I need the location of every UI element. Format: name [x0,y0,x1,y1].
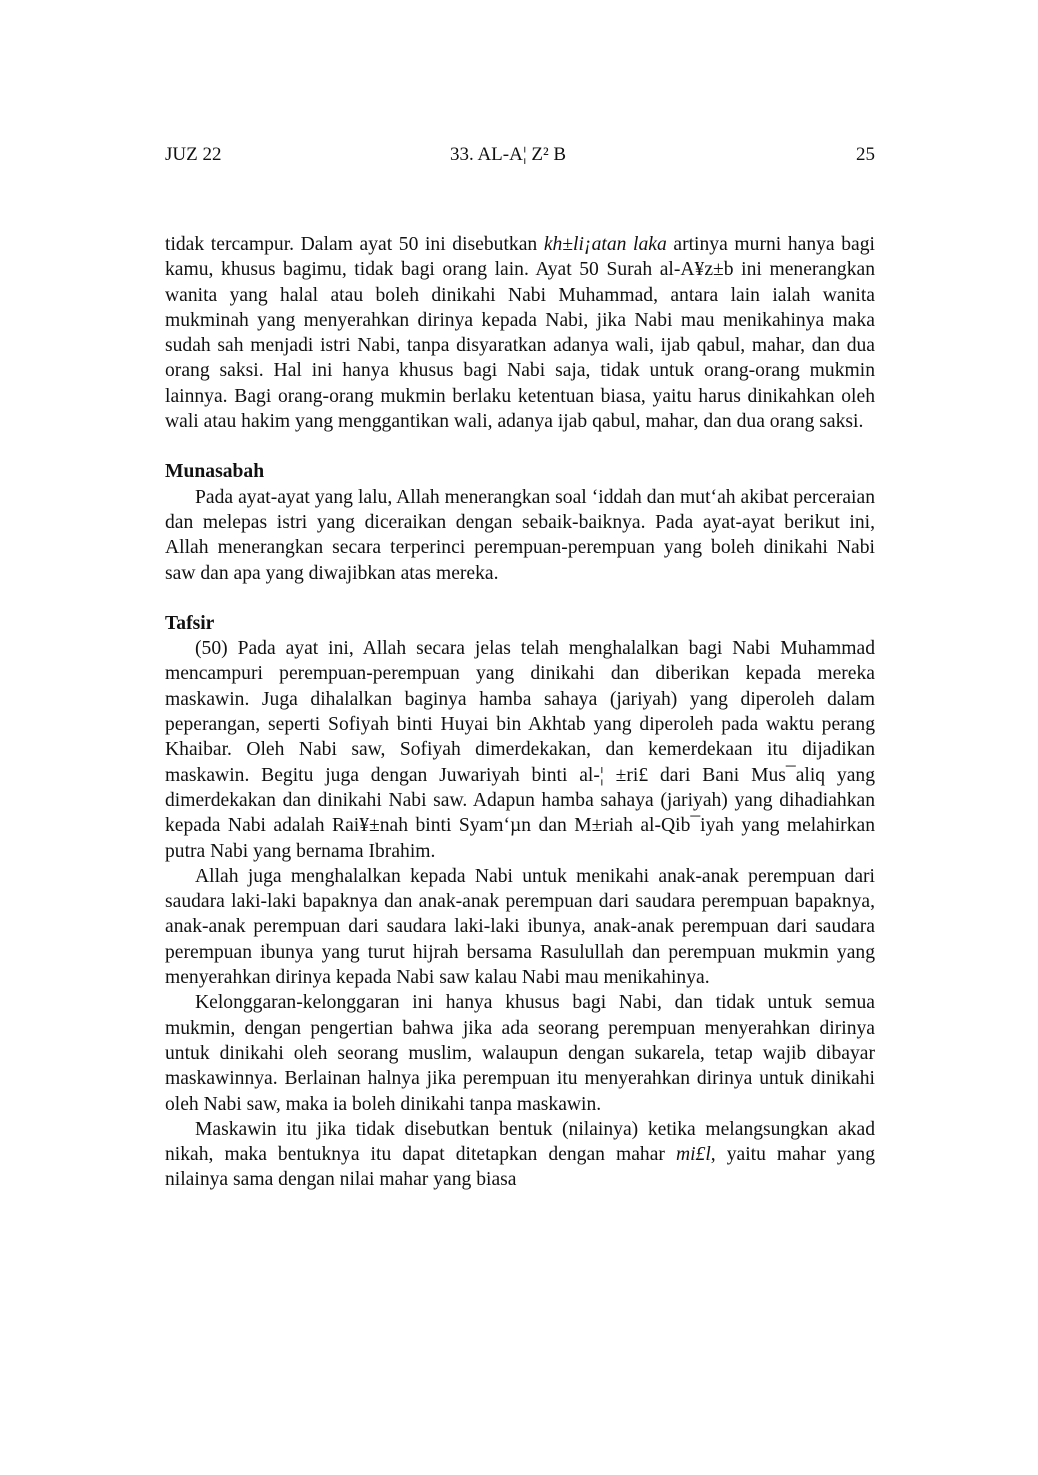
munasabah-paragraph: Pada ayat-ayat yang lalu, Allah menerangkan soal ‘iddah dan mut‘ah akibat perceraian dan melepas istri yang diceraikan dengan sebaik-baiknya. Pada ayat-ayat berikut ini, Allah menerangkan secara terperinci perempuan-perempuan yang boleh dinikahi Nabi saw dan apa yang diwajibkan atas mereka. [165,486,875,584]
tafsir-paragraph-3: Kelonggaran-kelonggaran ini hanya khusus bagi Nabi, dan tidak untuk semua mukmin, dengan pengertian bahwa jika ada seorang perempuan menyerahkan dirinya untuk dinikahi oleh seorang muslim, walaupun dengan sukarela, tetap wajib dibayar maskawinnya. Berlainan halnya jika perempuan itu menyerahkan dirinya untuk dinikahi oleh Nabi saw, maka ia boleh dinikahi tanpa maskawin. [165,992,875,1115]
header-surah-title: 33. AL-A¦ Z² B [450,144,567,165]
header-juz: JUZ 22 [165,144,222,165]
body-text [165,232,875,1193]
italic-term: kh±li¡atan laka [543,234,667,255]
tafsir-paragraph-1: (50) Pada ayat ini, Allah secara jelas telah menghalalkan bagi Nabi Muhammad mencampuri perempuan-perempuan yang dinikahi dan diberikan kepada mereka maskawin. Juga dihalalkan baginya hamba sahaya (jariyah) yang diperoleh dalam peperangan, seperti Sofiyah binti Huyai bin Akhtab yang diperoleh pada waktu perang Khaibar. Oleh Nabi saw, Sofiyah dimerdekakan, dan kemerdekaan itu dijadikan maskawin. Begitu juga dengan Juwariyah binti al-¦ ±ri£ dari Bani Mus¯aliq yang dimerdekakan dan dinikahi Nabi saw. Adapun hamba sahaya (jariyah) yang dihadiahkan kepada Nabi adalah Rai¥±nah binti Syam‘µn dan M±riah al-Qib¯iyah yang melahirkan putra Nabi yang bernama Ibrahim. [165,638,875,862]
running-header [165,144,875,172]
continued-paragraph: tidak tercampur. Dalam ayat 50 ini disebutkan kh±li¡atan laka artinya murni hanya bagi kamu, khusus bagimu, tidak bagi orang lain. Ayat 50 Surah al-A¥z±b ini menerangkan wanita yang halal atau boleh dinikahi Nabi Muhammad, antara lain ialah wanita mukminah yang menyerahkan dirinya kepada Nabi, jika Nabi mau menikahinya maka sudah sah menjadi istri Nabi, tanpa disyaratkan adanya wali, ijab qabul, mahar, dan dua orang saksi. Hal ini hanya khusus bagi Nabi saja, tidak untuk orang-orang mukmin lainnya. Bagi orang-orang mukmin berlaku ketentuan biasa, yaitu harus dinikahkan oleh wali atau hakim yang menggantikan wali, adanya ijab qabul, mahar, dan dua orang saksi. [165,234,875,433]
munasabah-heading: Munasabah [165,461,265,483]
page-number: 25 [856,144,875,165]
tafsir-paragraph-4: Maskawin itu jika tidak disebutkan bentuk (nilainya) ketika melangsungkan akad nikah, maka bentuknya itu dapat ditetapkan dengan mahar mi£l, yaitu mahar yang nilainya sama dengan nilai mahar yang biasa [165,1118,875,1191]
tafsir-paragraph-2: Allah juga menghalalkan kepada Nabi untuk menikahi anak-anak perempuan dari saudara laki-laki bapaknya dan anak-anak perempuan dari saudara perempuan bapaknya, anak-anak perempuan dari saudara laki-laki ibunya, anak-anak perempuan dari saudara perempuan ibunya yang turut hijrah bersama Rasulullah dan perempuan mukmin yang menyerahkan dirinya kepada Nabi saw kalau Nabi mau menikahinya. [165,865,875,989]
tafsir-heading: Tafsir [165,612,215,634]
italic-term: mi£l [675,1144,711,1166]
